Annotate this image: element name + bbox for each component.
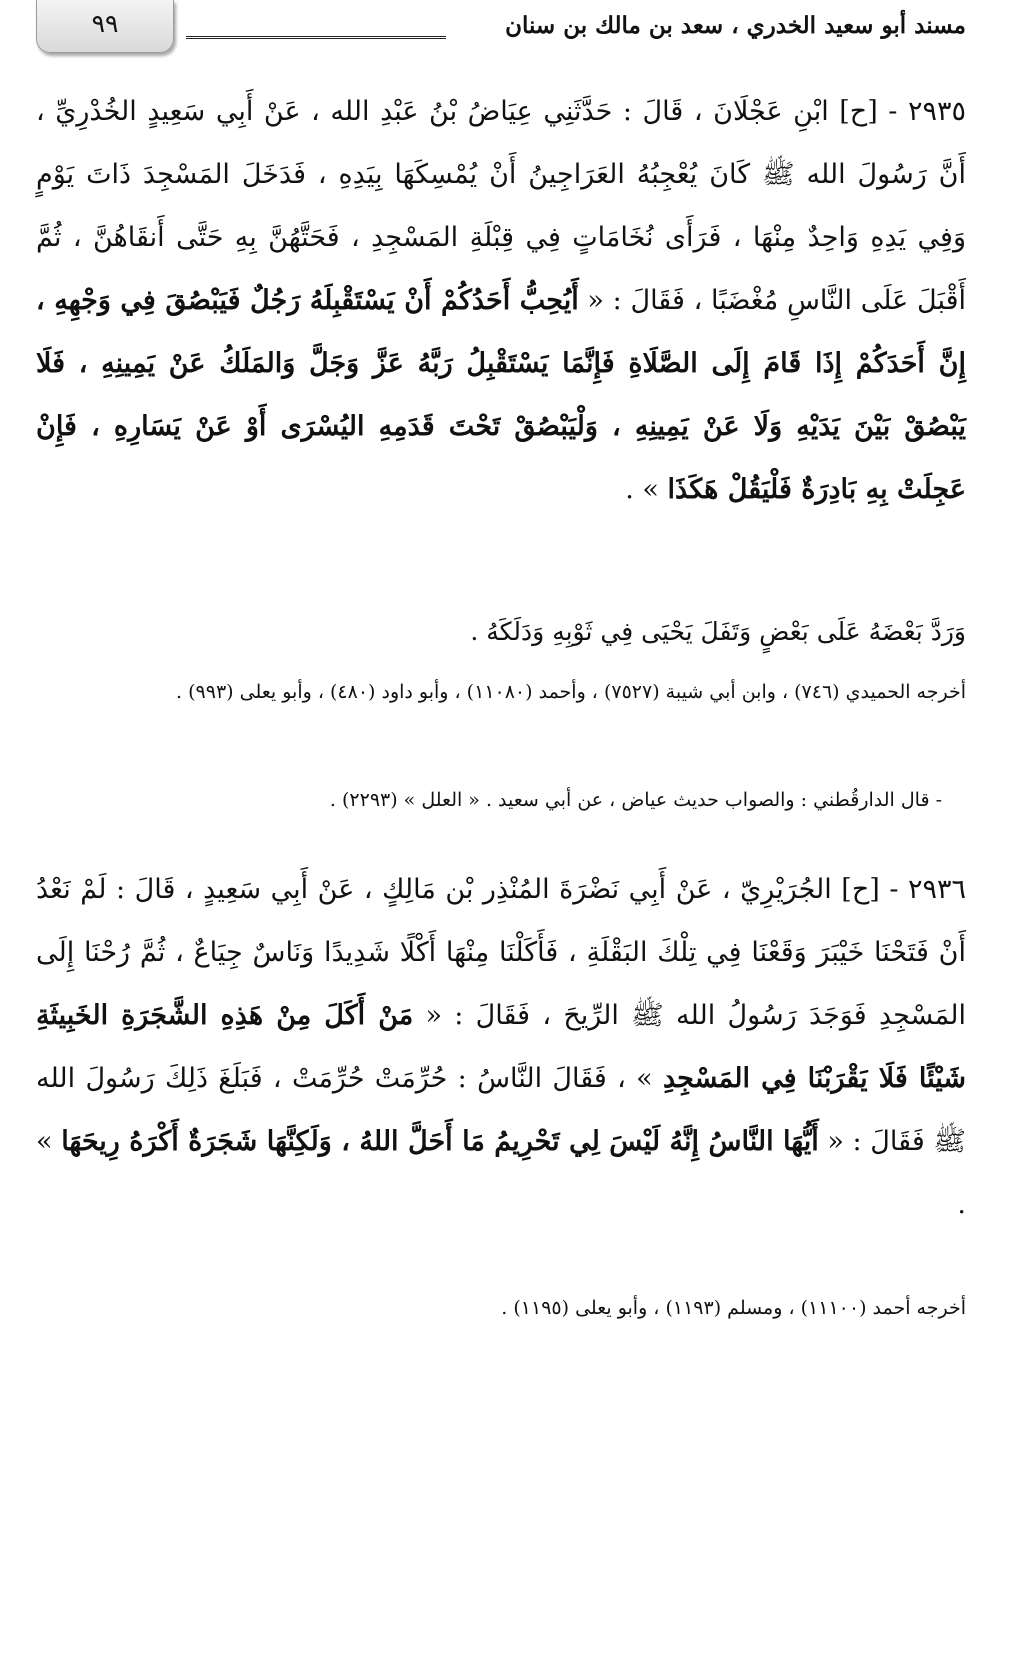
header-rule bbox=[186, 36, 446, 39]
hadith-2936-quote-1: مَنْ أَكَلَ مِنْ هَذِهِ الشَّجَرَةِ الخَبِيثَةِ شَيْئًا فَلَا يَقْرَبْنَا فِي المَسْجِدِ bbox=[36, 1000, 966, 1094]
running-title: مسند أبو سعيد الخدري ، سعد بن مالك بن سنان bbox=[505, 12, 966, 39]
hadith-2936-paragraph bbox=[36, 858, 966, 1236]
hadith-2935-text: ٢٩٣٥ - [ح] ابْنِ عَجْلَانَ ، قَالَ : حَدَّثَنِي عِيَاضُ بْنُ عَبْدِ الله ، عَنْ أَبِي سَعِيدٍ الخُدْرِيِّ ، أَنَّ رَسُولَ الله ﷺ كَانَ يُعْجِبُهُ العَرَاجِينُ أَنْ يُمْسِكَهَا بِيَدِهِ ، فَدَخَلَ المَسْجِدَ ذَاتَ يَوْمٍ وَفِي يَدِهِ وَاحِدٌ مِنْهَا ، فَرَأَى نُخَامَاتٍ فِي قِبْلَةِ المَسْجِدِ ، فَحَتَّهُنَّ بِهِ حَتَّى أَنقَاهُنَّ ، ثُمَّ أَقْبَلَ عَلَى النَّاسِ مُغْضَبًا ، فَقَالَ : « bbox=[36, 96, 966, 316]
hadith-2935-quote: أَيُحِبُّ أَحَدُكُمْ أَنْ يَسْتَقْبِلَهُ رَجُلٌ فَيَبْصُقَ فِي وَجْهِهِ ، إِنَّ أَحَدَكُمْ إِذَا قَامَ إِلَى الصَّلَاةِ فَإِنَّمَا يَسْتَقْبِلُ رَبَّهُ عَزَّ وَجَلَّ وَالمَلَكُ عَنْ يَمِينِهِ ، فَلَا يَبْصُقْ بَيْنَ يَدَيْهِ وَلَا عَنْ يَمِينِهِ ، وَلْيَبْصُقْ تَحْتَ قَدَمِهِ اليُسْرَى أَوْ عَنْ يَسَارِهِ ، فَإِنْ عَجِلَتْ بِهِ بَادِرَةٌ فَلْيَقُلْ هَكَذَا bbox=[36, 285, 966, 505]
hadith-2936 bbox=[36, 858, 966, 1236]
page-number: ٩٩ bbox=[91, 9, 119, 38]
hadith-2936-mid: » ، فَقَالَ النَّاسُ : حُرِّمَتْ حُرِّمَتْ ، فَبَلَغَ ذَلِكَ رَسُولَ الله ﷺ فَقَالَ : « bbox=[36, 1063, 966, 1157]
hadith-2935-addendum: وَرَدَّ بَعْضَهُ عَلَى بَعْضٍ وَتَفَلَ يَحْيَى فِي ثَوْبِهِ وَدَلَكَهُ . bbox=[470, 617, 966, 646]
page-number-tab bbox=[36, 0, 174, 53]
hadith-2935 bbox=[36, 80, 966, 521]
hadith-2936-takhrij: أخرجه أحمد (١١١٠٠) ، ومسلم (١١٩٣) ، وأبو يعلى (١١٩٥) . bbox=[501, 1297, 966, 1319]
hadith-2935-note: - قال الدارقُطني : والصواب حديث عياض ، عن أبي سعيد . « العلل » (٢٢٩٣) . bbox=[329, 789, 942, 811]
hadith-2935-takhrij: أخرجه الحميدي (٧٤٦) ، وابن أبي شيبة (٧٥٢٧) ، وأحمد (١١٠٨٠) ، وأبو داود (٤٨٠) ، وأبو يعلى (٩٩٣) . bbox=[176, 681, 966, 703]
hadith-2935-end: » . bbox=[625, 474, 668, 505]
hadith-2936-end: » . bbox=[36, 1126, 966, 1220]
hadith-2935-paragraph bbox=[36, 80, 966, 521]
page-header bbox=[36, 0, 966, 60]
hadith-2936-text: ٢٩٣٦ - [ح] الجُرَيْرِيّ ، عَنْ أَبِي نَضْرَةَ المُنْذِر بْن مَالِكٍ ، عَنْ أَبِي سَعِيدٍ ، قَالَ : لَمْ نَعْدُ أَنْ فَتَحْنَا خَيْبَرَ وَقَعْنَا فِي تِلْكَ البَقْلَةِ ، فَأَكَلْنَا مِنْهَا أَكْلًا شَدِيدًا وَنَاسٌ جِيَاعٌ ، ثُمَّ رُحْنَا إِلَى المَسْجِدِ فَوَجَدَ رَسُولُ الله ﷺ الرِّيحَ ، فَقَالَ : « bbox=[36, 874, 966, 1031]
hadith-2936-quote-2: أَيُّهَا النَّاسُ إِنَّهُ لَيْسَ لِي تَحْرِيمُ مَا أَحَلَّ اللهُ ، وَلَكِنَّهَا شَجَرَةٌ أَكْرَهُ رِيحَهَا bbox=[61, 1126, 819, 1157]
